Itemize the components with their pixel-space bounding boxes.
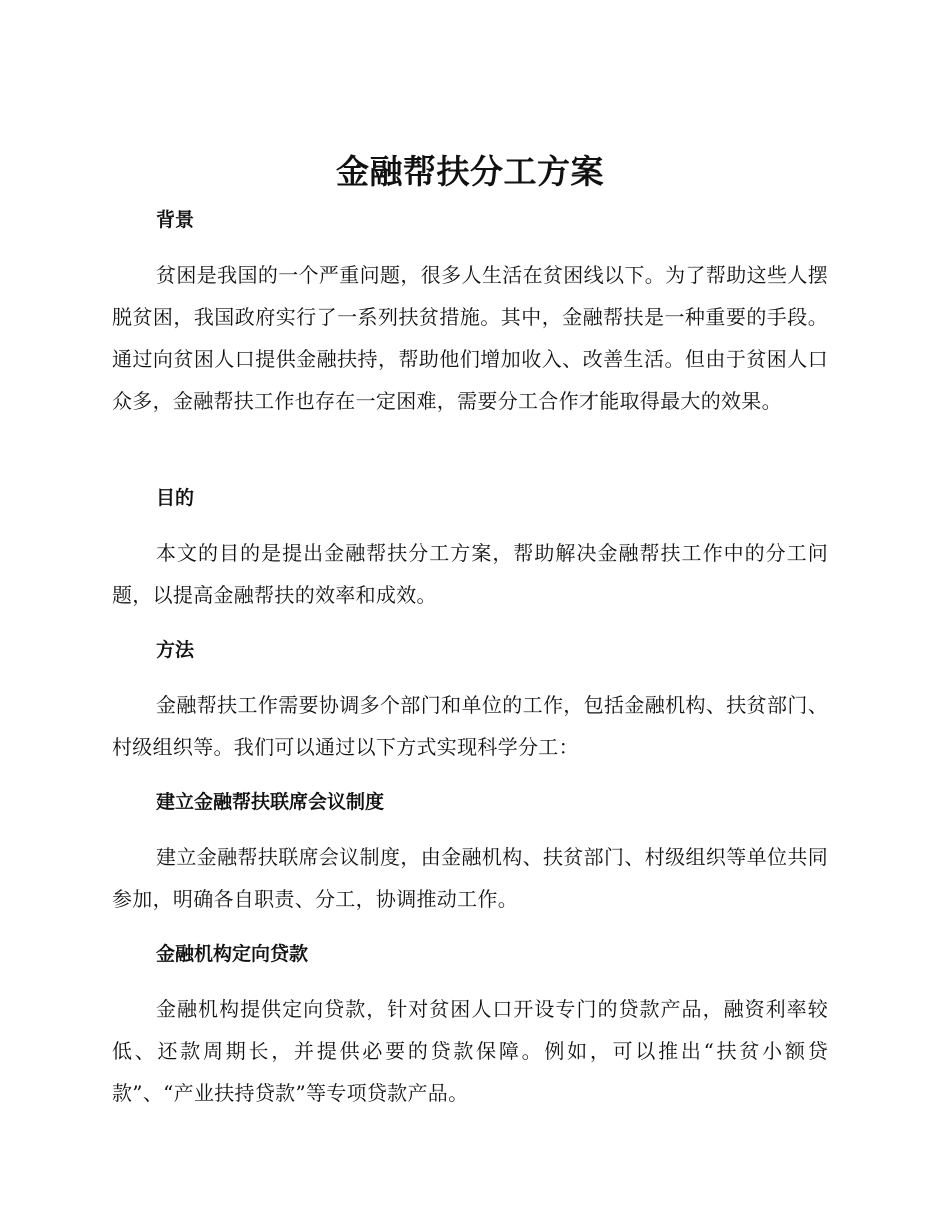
section-heading-purpose: 目的	[156, 487, 195, 509]
section-heading-joint-meeting: 建立金融帮扶联席会议制度	[156, 791, 385, 813]
section-paragraph-purpose: 本文的目的是提出金融帮扶分工方案，帮助解决金融帮扶工作中的分工问题，以提高金融帮扶的效率和成效。	[112, 541, 828, 607]
section-paragraph-joint-meeting: 建立金融帮扶联席会议制度，由金融机构、扶贫部门、村级组织等单位共同参加，明确各自职责、分工，协调推动工作。	[112, 845, 828, 911]
section-heading-targeted-loans: 金融机构定向贷款	[156, 943, 309, 965]
document-title: 金融帮扶分工方案	[336, 152, 604, 191]
section-heading-background: 背景	[156, 209, 195, 231]
section-paragraph-background: 贫困是我国的一个严重问题，很多人生活在贫困线以下。为了帮助这些人摆脱贫困，我国政府实行了一系列扶贫措施。其中，金融帮扶是一种重要的手段。通过向贫困人口提供金融扶持，帮助他们增加收入、改善生活。但由于贫困人口众多，金融帮扶工作也存在一定困难，需要分工合作才能取得最大的效果。	[112, 263, 828, 413]
section-paragraph-targeted-loans: 金融机构提供定向贷款，针对贫困人口开设专门的贷款产品，融资利率较低、还款周期长，并提供必要的贷款保障。例如，可以推出“扶贫小额贷款”、“产业扶持贷款”等专项贷款产品。	[112, 997, 828, 1105]
section-paragraph-method: 金融帮扶工作需要协调多个部门和单位的工作，包括金融机构、扶贫部门、村级组织等。我们可以通过以下方式实现科学分工：	[112, 693, 828, 759]
section-heading-method: 方法	[156, 639, 195, 661]
